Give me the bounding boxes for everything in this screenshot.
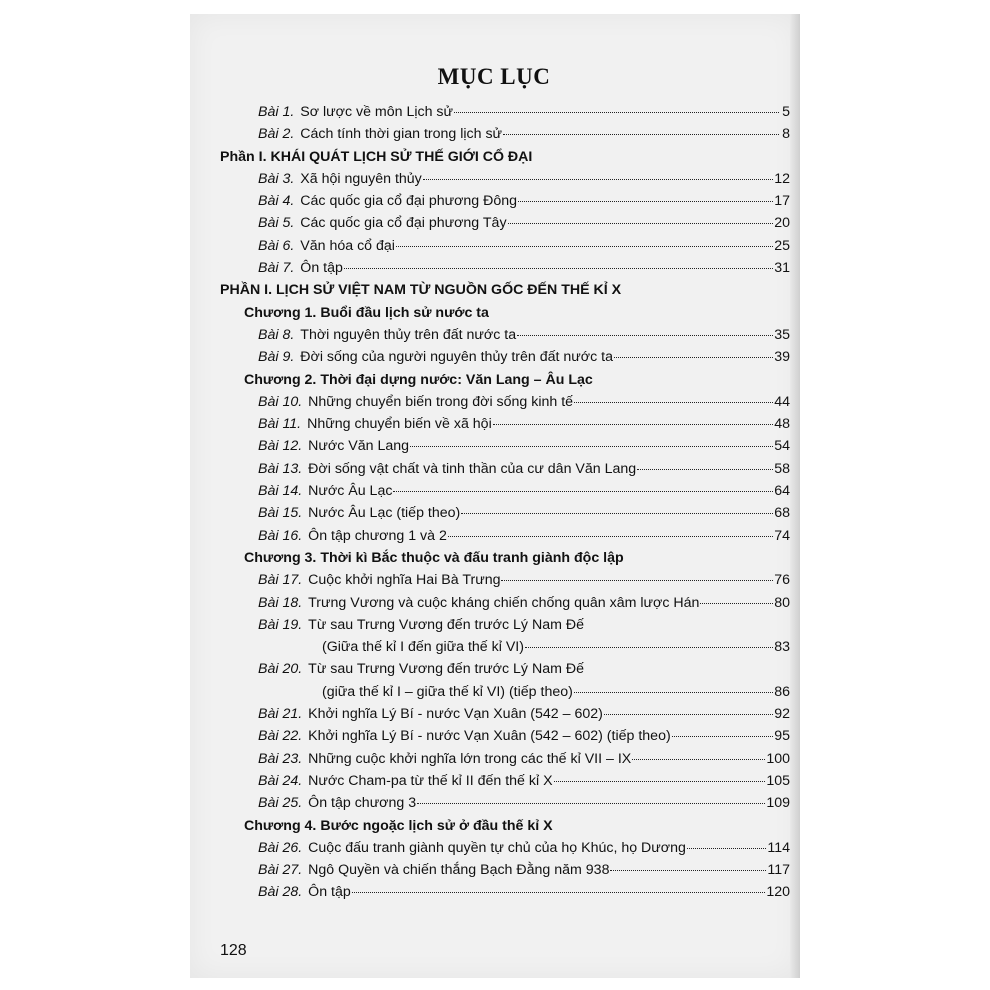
entry-page: 44 bbox=[774, 393, 790, 410]
entry-title: Các quốc gia cổ đại phương Tây bbox=[300, 215, 507, 232]
entry-page: 35 bbox=[774, 326, 790, 343]
toc-entry bbox=[220, 483, 790, 505]
entry-page: 100 bbox=[766, 750, 790, 767]
toc-entry bbox=[220, 773, 790, 795]
entry-title: Đời sống vật chất và tinh thần của cư dân Văn Lang bbox=[308, 460, 637, 477]
entry-title: Từ sau Trưng Vương đến trước Lý Nam Đế bbox=[308, 661, 584, 678]
toc-entry bbox=[220, 327, 790, 349]
toc-entry bbox=[220, 171, 790, 193]
lesson-number: Bài 26. bbox=[258, 839, 303, 856]
dot-leader bbox=[344, 268, 773, 269]
lesson-number: Bài 10. bbox=[258, 393, 303, 410]
lesson-number: Bài 6. bbox=[258, 237, 295, 254]
dot-leader bbox=[417, 803, 765, 804]
entry-title: Đời sống của người nguyên thủy trên đất nước ta bbox=[300, 349, 613, 366]
book-spine-edge bbox=[790, 14, 800, 978]
lesson-number: Bài 22. bbox=[258, 728, 303, 745]
dot-leader bbox=[687, 848, 766, 849]
dot-leader bbox=[501, 580, 773, 581]
entry-page: 20 bbox=[774, 215, 790, 232]
entry-title: Khởi nghĩa Lý Bí - nước Vạn Xuân (542 – 602) (tiếp theo) bbox=[308, 728, 671, 745]
lesson-number: Bài 25. bbox=[258, 795, 303, 812]
chapter-title: Chương 1. Buổi đầu lịch sử nước ta bbox=[244, 304, 489, 321]
toc-part-heading bbox=[220, 282, 790, 304]
dot-leader bbox=[461, 513, 773, 514]
toc-entry bbox=[220, 126, 790, 148]
dot-leader bbox=[448, 536, 773, 537]
toc-entry bbox=[220, 394, 790, 416]
table-of-contents bbox=[220, 104, 790, 907]
toc-entry bbox=[220, 751, 790, 773]
entry-page: 95 bbox=[774, 728, 790, 745]
entry-page: 39 bbox=[774, 349, 790, 366]
entry-title: Khởi nghĩa Lý Bí - nước Vạn Xuân (542 – 602) bbox=[308, 706, 603, 723]
part-title: PHẦN I. LỊCH SỬ VIỆT NAM TỪ NGUỒN GỐC ĐẾN THẾ KỈ X bbox=[220, 282, 622, 299]
lesson-number: Bài 23. bbox=[258, 750, 303, 767]
lesson-number: Bài 20. bbox=[258, 661, 303, 678]
entry-page: 120 bbox=[766, 884, 790, 901]
toc-entry bbox=[220, 215, 790, 237]
lesson-number: Bài 19. bbox=[258, 616, 303, 633]
lesson-number: Bài 5. bbox=[258, 215, 295, 232]
entry-title: Từ sau Trưng Vương đến trước Lý Nam Đế bbox=[308, 616, 584, 633]
entry-page: 114 bbox=[767, 839, 790, 856]
toc-entry bbox=[220, 706, 790, 728]
dot-leader bbox=[610, 870, 766, 871]
toc-entry bbox=[220, 349, 790, 371]
entry-title: Ngô Quyền và chiến thắng Bạch Đằng năm 938 bbox=[308, 862, 610, 879]
toc-chapter-heading bbox=[220, 305, 790, 327]
dot-leader bbox=[554, 781, 766, 782]
lesson-number: Bài 11. bbox=[258, 416, 302, 433]
entry-title: Xã hội nguyên thủy bbox=[300, 170, 422, 187]
entry-page: 5 bbox=[782, 104, 790, 120]
toc-entry bbox=[220, 862, 790, 884]
entry-page: 80 bbox=[774, 594, 790, 611]
entry-title: Những chuyển biến trong đời sống kinh tế bbox=[308, 393, 574, 410]
dot-leader bbox=[525, 647, 773, 648]
toc-entry bbox=[220, 528, 790, 550]
entry-title: Nước Cham-pa từ thế kỉ II đến thế kỉ X bbox=[308, 772, 553, 789]
dot-leader bbox=[574, 402, 773, 403]
toc-entry bbox=[220, 260, 790, 282]
lesson-number: Bài 27. bbox=[258, 862, 303, 879]
dot-leader bbox=[632, 759, 765, 760]
toc-entry bbox=[220, 461, 790, 483]
entry-page: 64 bbox=[774, 483, 790, 500]
toc-entry bbox=[220, 572, 790, 594]
dot-leader bbox=[604, 714, 773, 715]
entry-title: Những chuyển biến về xã hội bbox=[307, 416, 492, 433]
entry-title: Ôn tập chương 1 và 2 bbox=[308, 527, 447, 544]
entry-title: (Giữa thế kỉ I đến giữa thế kỉ VI) bbox=[322, 639, 524, 656]
toc-entry bbox=[220, 438, 790, 460]
lesson-number: Bài 14. bbox=[258, 483, 303, 500]
dot-leader bbox=[672, 736, 774, 737]
entry-title: Trưng Vương và cuộc kháng chiến chống quân xâm lược Hán bbox=[308, 594, 700, 611]
page-number: 128 bbox=[220, 942, 247, 959]
entry-title: (giữa thế kỉ I – giữa thế kỉ VI) (tiếp theo) bbox=[322, 683, 573, 700]
lesson-number: Bài 16. bbox=[258, 527, 303, 544]
book-page bbox=[190, 14, 798, 978]
entry-page: 25 bbox=[774, 237, 790, 254]
entry-page: 117 bbox=[767, 862, 790, 879]
lesson-number: Bài 12. bbox=[258, 438, 303, 455]
dot-leader bbox=[614, 357, 773, 358]
dot-leader bbox=[423, 179, 773, 180]
entry-page: 58 bbox=[774, 460, 790, 477]
lesson-number: Bài 7. bbox=[258, 260, 295, 277]
dot-leader bbox=[493, 424, 773, 425]
chapter-title: Chương 4. Bước ngoặc lịch sử ở đầu thế kỉ X bbox=[244, 817, 553, 834]
toc-entry bbox=[220, 661, 790, 683]
entry-page: 92 bbox=[774, 706, 790, 723]
lesson-number: Bài 9. bbox=[258, 349, 295, 366]
entry-title: Cuộc khởi nghĩa Hai Bà Trưng bbox=[308, 572, 501, 589]
entry-title: Nước Văn Lang bbox=[308, 438, 410, 455]
toc-entry bbox=[220, 595, 790, 617]
lesson-number: Bài 24. bbox=[258, 772, 303, 789]
entry-title: Nước Âu Lạc (tiếp theo) bbox=[308, 505, 461, 522]
entry-title: Sơ lược về môn Lịch sử bbox=[300, 104, 454, 120]
dot-leader bbox=[352, 892, 766, 893]
toc-entry bbox=[220, 728, 790, 750]
dot-leader bbox=[637, 469, 773, 470]
entry-title: Thời nguyên thủy trên đất nước ta bbox=[300, 326, 517, 343]
dot-leader bbox=[700, 603, 773, 604]
part-title: Phần I. KHÁI QUÁT LỊCH SỬ THẾ GIỚI CỔ ĐẠI bbox=[220, 148, 533, 165]
toc-entry-continuation bbox=[220, 639, 790, 661]
entry-title: Các quốc gia cổ đại phương Đông bbox=[300, 193, 518, 210]
entry-page: 76 bbox=[774, 572, 790, 589]
entry-title: Những cuộc khởi nghĩa lớn trong các thế kỉ VII – IX bbox=[308, 750, 632, 767]
toc-entry bbox=[220, 193, 790, 215]
toc-entry bbox=[220, 617, 790, 639]
entry-title: Ôn tập chương 3 bbox=[308, 795, 417, 812]
toc-entry bbox=[220, 795, 790, 817]
entry-page: 8 bbox=[782, 126, 790, 143]
lesson-number: Bài 3. bbox=[258, 170, 295, 187]
entry-title: Nước Âu Lạc bbox=[308, 483, 393, 500]
entry-page: 74 bbox=[774, 527, 790, 544]
entry-page: 48 bbox=[774, 416, 790, 433]
toc-chapter-heading bbox=[220, 550, 790, 572]
dot-leader bbox=[517, 335, 773, 336]
lesson-number: Bài 28. bbox=[258, 884, 303, 901]
lesson-number: Bài 18. bbox=[258, 594, 303, 611]
entry-title: Ôn tập bbox=[300, 260, 343, 277]
entry-title: Cuộc đấu tranh giành quyền tự chủ của họ Khúc, họ Dương bbox=[308, 839, 686, 856]
entry-page: 109 bbox=[766, 795, 790, 812]
lesson-number: Bài 15. bbox=[258, 505, 303, 522]
entry-page: 105 bbox=[766, 772, 790, 789]
entry-title: Cách tính thời gian trong lịch sử bbox=[300, 126, 503, 143]
toc-chapter-heading bbox=[220, 372, 790, 394]
toc-entry bbox=[220, 238, 790, 260]
lesson-number: Bài 2. bbox=[258, 126, 295, 143]
dot-leader bbox=[503, 134, 779, 135]
entry-page: 31 bbox=[774, 260, 790, 277]
toc-entry-continuation bbox=[220, 684, 790, 706]
toc-entry bbox=[220, 104, 790, 126]
chapter-title: Chương 2. Thời đại dựng nước: Văn Lang – Âu Lạc bbox=[244, 371, 593, 388]
chapter-title: Chương 3. Thời kì Bắc thuộc và đấu tranh giành độc lập bbox=[244, 549, 624, 566]
dot-leader bbox=[393, 491, 773, 492]
entry-page: 54 bbox=[774, 438, 790, 455]
dot-leader bbox=[574, 692, 773, 693]
lesson-number: Bài 17. bbox=[258, 572, 303, 589]
toc-chapter-heading bbox=[220, 818, 790, 840]
toc-entry bbox=[220, 840, 790, 862]
entry-page: 12 bbox=[774, 170, 790, 187]
page-title: MỤC LỤC bbox=[437, 64, 551, 89]
toc-entry bbox=[220, 505, 790, 527]
dot-leader bbox=[454, 112, 779, 113]
entry-page: 86 bbox=[774, 683, 790, 700]
dot-leader bbox=[410, 446, 773, 447]
entry-page: 17 bbox=[774, 193, 790, 210]
dot-leader bbox=[396, 246, 773, 247]
toc-part-heading bbox=[220, 149, 790, 171]
entry-title: Văn hóa cổ đại bbox=[300, 237, 395, 254]
entry-page: 83 bbox=[774, 639, 790, 656]
lesson-number: Bài 4. bbox=[258, 193, 295, 210]
entry-page: 68 bbox=[774, 505, 790, 522]
lesson-number: Bài 21. bbox=[258, 706, 303, 723]
dot-leader bbox=[508, 223, 774, 224]
lesson-number: Bài 13. bbox=[258, 460, 303, 477]
dot-leader bbox=[518, 201, 773, 202]
toc-entry bbox=[220, 884, 790, 906]
toc-entry bbox=[220, 416, 790, 438]
entry-title: Ôn tập bbox=[308, 884, 351, 901]
lesson-number: Bài 1. bbox=[258, 104, 295, 120]
lesson-number: Bài 8. bbox=[258, 326, 295, 343]
